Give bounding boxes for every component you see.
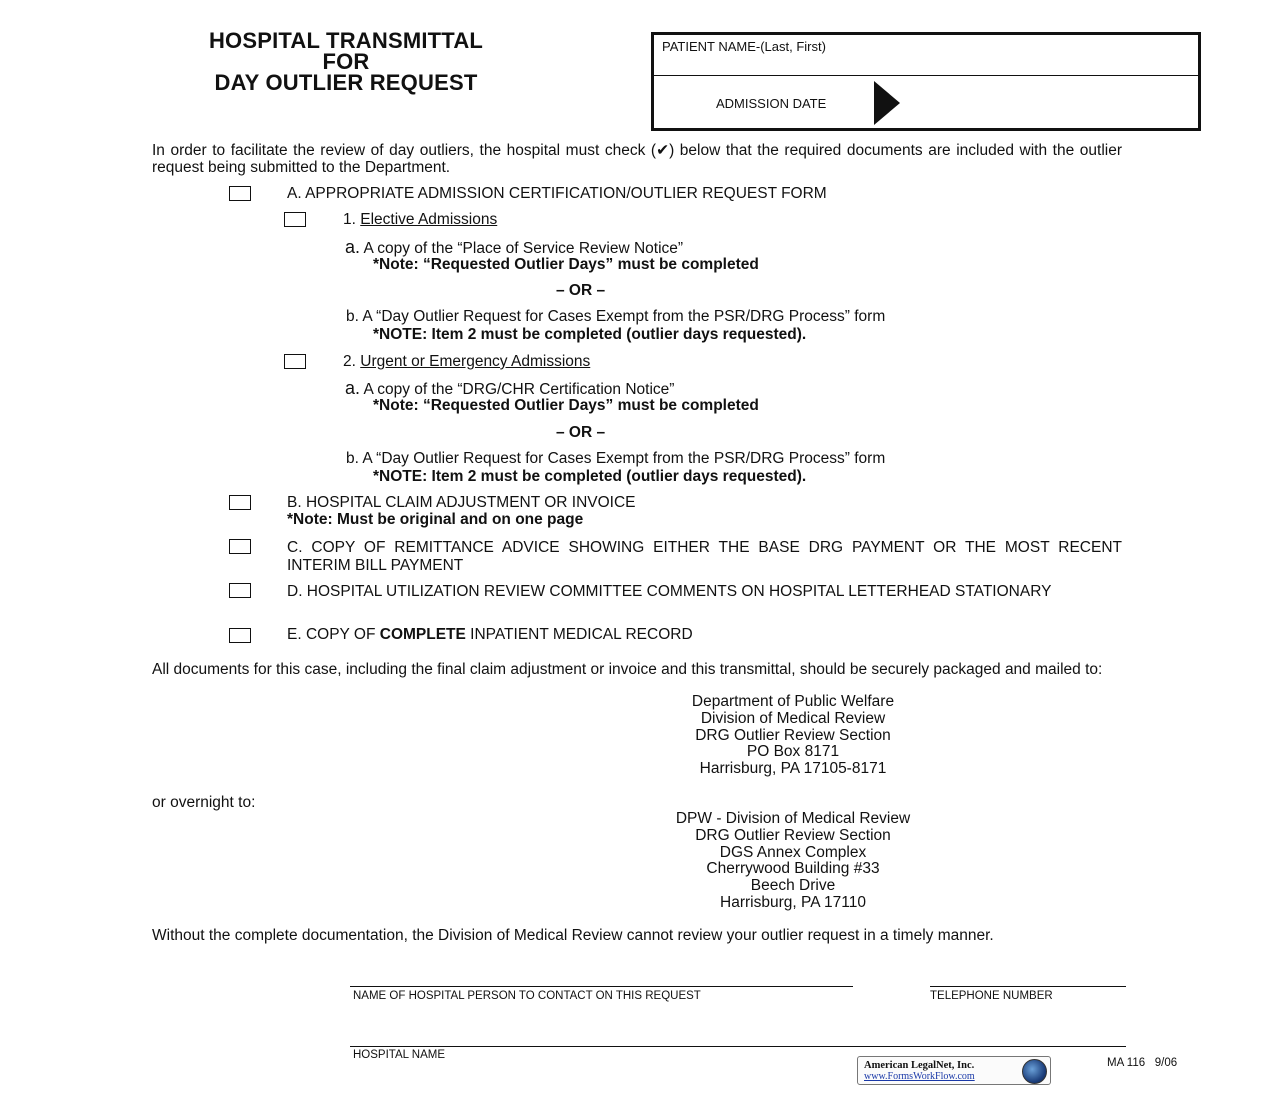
checkbox-item-b[interactable] (229, 495, 251, 510)
overnight-address: DPW - Division of Medical Review DRG Outlier Review Section DGS Annex Complex Cherrywood Building #33 Beech Drive Harrisburg, PA 17110 (675, 810, 911, 911)
form-number: MA 116 9/06 (1107, 1057, 1178, 1069)
title-line-1: HOSPITAL TRANSMITTAL (208, 28, 484, 53)
arrow-right-icon (874, 81, 900, 125)
patient-info-box (651, 32, 1201, 131)
admission-date-label: ADMISSION DATE (716, 96, 827, 111)
elective-admissions-heading: 1. Elective Admissions (343, 211, 498, 228)
mailing-instructions: All documents for this case, including the final claim adjustment or invoice and this transmittal, should be securely packaged and mailed to: (152, 661, 1103, 678)
item-d-label: D. HOSPITAL UTILIZATION REVIEW COMMITTEE COMMENTS ON HOSPITAL LETTERHEAD STATIONARY (287, 583, 1052, 600)
title-line-2: FOR (322, 49, 370, 74)
checkmark-icon: ✔ (656, 142, 670, 159)
american-legalnet-logo (857, 1056, 1051, 1085)
intro-paragraph: In order to facilitate the review of day outliers, the hospital must check (✔) below that the required documents are included with the outlier request being submitted to the Department. (152, 142, 1122, 176)
form-title (146, 30, 546, 93)
or-separator-1: – OR – (556, 282, 606, 299)
item-a-label: A. APPROPRIATE ADMISSION CERTIFICATION/OUTLIER REQUEST FORM (287, 185, 827, 202)
logo-company-name: American LegalNet, Inc. (864, 1060, 975, 1071)
checkbox-urgent-admissions[interactable] (284, 354, 306, 369)
patient-name-label: PATIENT NAME-(Last, First) (662, 39, 826, 54)
title-line-3: DAY OUTLIER REQUEST (214, 70, 478, 95)
checkbox-elective-admissions[interactable] (284, 212, 306, 227)
urgent-option-a: a. A copy of the “DRG/CHR Certification Notice” (345, 378, 675, 398)
elective-option-a: a. A copy of the “Place of Service Review Notice” (345, 237, 684, 257)
elective-option-a-note: *Note: “Requested Outlier Days” must be completed (373, 256, 759, 273)
hospital-name-label: HOSPITAL NAME (353, 1049, 446, 1061)
checkbox-item-a[interactable] (229, 186, 251, 201)
logo-url-link[interactable]: www.FormsWorkFlow.com (864, 1071, 975, 1082)
contact-name-label: NAME OF HOSPITAL PERSON TO CONTACT ON THIS REQUEST (353, 990, 701, 1002)
globe-icon (1022, 1059, 1047, 1084)
telephone-label: TELEPHONE NUMBER (930, 990, 1053, 1002)
patient-name-field[interactable] (654, 35, 1198, 76)
urgent-option-a-note: *Note: “Requested Outlier Days” must be completed (373, 397, 759, 414)
contact-name-line[interactable] (350, 986, 853, 987)
urgent-admissions-heading: 2. Urgent or Emergency Admissions (343, 353, 591, 370)
hospital-name-line[interactable] (350, 1046, 1126, 1047)
mailing-address: Department of Public Welfare Division of Medical Review DRG Outlier Review Section PO Box 8171 Harrisburg, PA 17105-8171 (691, 693, 895, 778)
closing-statement: Without the complete documentation, the Division of Medical Review cannot review your outlier request in a timely manner. (152, 927, 994, 944)
checkbox-item-c[interactable] (229, 539, 251, 554)
item-c-label: C. COPY OF REMITTANCE ADVICE SHOWING EITHER THE BASE DRG PAYMENT OR THE MOST RECENT INTERIM BILL PAYMENT (287, 539, 1122, 574)
elective-option-b: b. A “Day Outlier Request for Cases Exempt from the PSR/DRG Process” form (346, 308, 886, 325)
checkbox-item-e[interactable] (229, 628, 251, 643)
item-e-label: E. COPY OF COMPLETE INPATIENT MEDICAL RECORD (287, 626, 693, 643)
or-separator-2: – OR – (556, 424, 606, 441)
item-b-label: B. HOSPITAL CLAIM ADJUSTMENT OR INVOICE (287, 494, 636, 511)
elective-option-b-note: *NOTE: Item 2 must be completed (outlier days requested). (373, 326, 807, 343)
overnight-label: or overnight to: (152, 794, 256, 811)
urgent-option-b: b. A “Day Outlier Request for Cases Exempt from the PSR/DRG Process” form (346, 450, 886, 467)
urgent-option-b-note: *NOTE: Item 2 must be completed (outlier days requested). (373, 468, 807, 485)
telephone-line[interactable] (930, 986, 1126, 987)
item-b-note: *Note: Must be original and on one page (287, 511, 584, 528)
checkbox-item-d[interactable] (229, 583, 251, 598)
